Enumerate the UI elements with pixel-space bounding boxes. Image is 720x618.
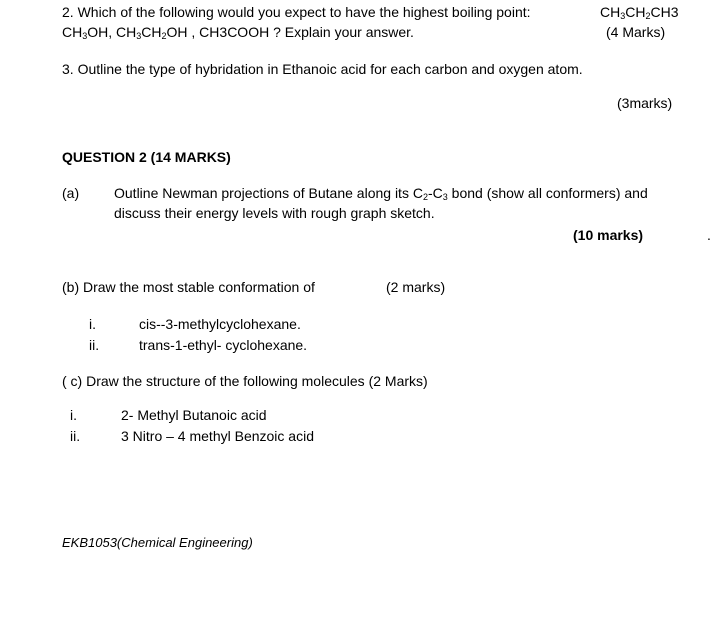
part-b-item-text: cis--3-methylcyclohexane. — [139, 316, 301, 332]
part-c-item-text: 3 Nitro – 4 methyl Benzoic acid — [121, 428, 314, 444]
part-a-line2: discuss their energy levels with rough graph sketch. — [114, 205, 435, 221]
part-c-item-text: 2- Methyl Butanoic acid — [121, 407, 267, 423]
part-a-label: (a) — [62, 185, 80, 201]
part-b-marks: (2 marks) — [386, 279, 446, 295]
question2-heading: QUESTION 2 (14 MARKS) — [62, 149, 231, 165]
part-a-marks: (10 marks) — [573, 227, 644, 243]
part-a-line1: Outline Newman projections of Butane along its $C_2-C_3$ bond (show all conformers) and — [114, 185, 648, 202]
q2-line2: $CH_3OH$, $CH_3CH_2OH$ , CH3COOH ? Explain your answer. — [62, 24, 414, 41]
part-b-item-num: ii. — [89, 337, 100, 353]
part-b-item-num: i. — [89, 316, 96, 332]
q2-marks: (4 Marks) — [606, 24, 666, 40]
part-b-text: (b) Draw the most stable conformation of — [62, 279, 315, 295]
document-footer: EKB1053(Chemical Engineering) — [62, 535, 253, 550]
q2-line1: 2. Which of the following would you expect to have the highest boiling point: — [62, 4, 531, 20]
part-c-item-num: ii. — [70, 428, 81, 444]
q3-marks: (3marks) — [617, 95, 673, 111]
part-a-trailing-dot: . — [707, 227, 711, 243]
part-b-item-text: trans-1-ethyl- cyclohexane. — [139, 337, 308, 353]
part-c-item-num: i. — [70, 407, 77, 423]
part-c-text: ( c) Draw the structure of the following molecules (2 Marks) — [62, 373, 428, 389]
q2-line1-formula: $CH_3CH_2CH3$ — [600, 4, 679, 21]
q3-text: 3. Outline the type of hybridation in Ethanoic acid for each carbon and oxygen atom. — [62, 61, 583, 77]
